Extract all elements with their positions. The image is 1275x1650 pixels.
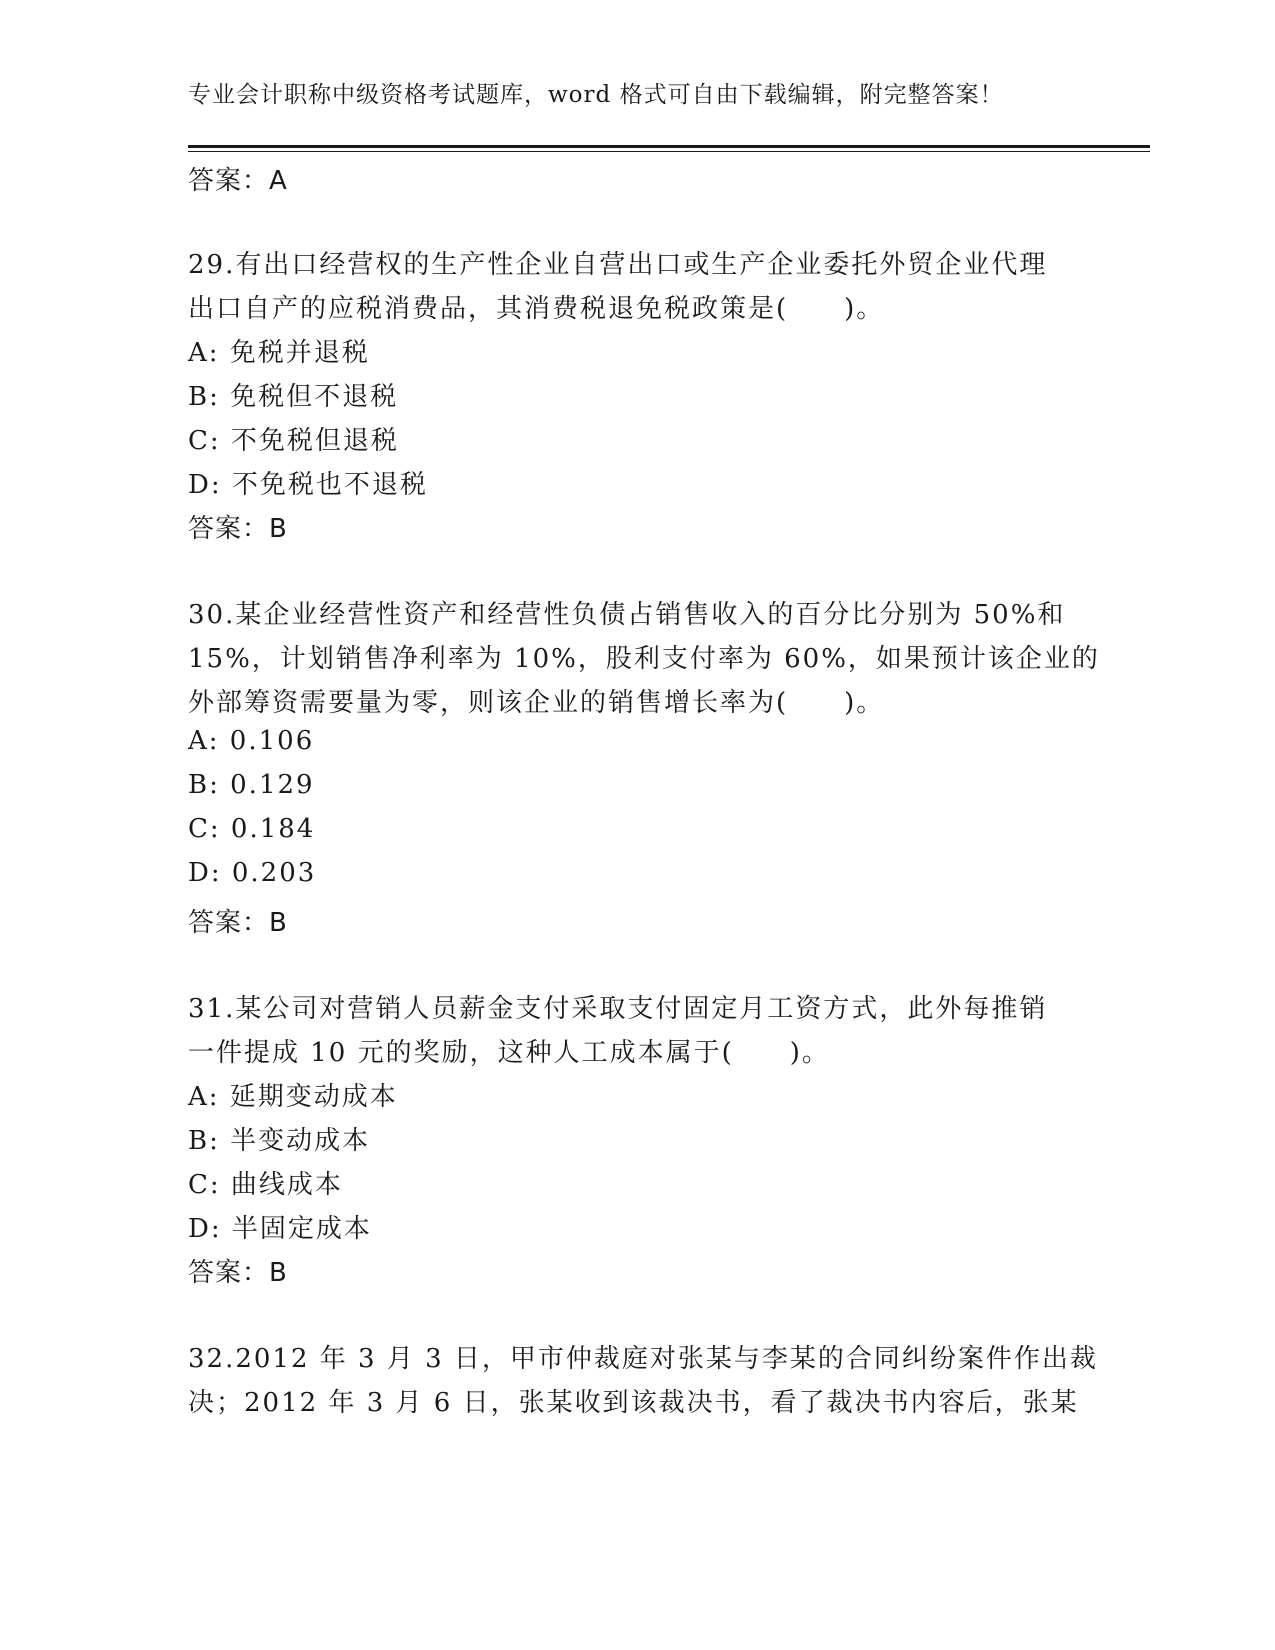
header-rule-thin <box>188 151 1150 152</box>
question-31-option-b: B: 半变动成本 <box>188 1126 371 1156</box>
question-29-answer: 答案：B <box>188 514 288 544</box>
question-29-stem-line-2: 出口自产的应税消费品，其消费税退免税政策是( )。 <box>188 294 885 324</box>
question-29-option-b: B: 免税但不退税 <box>188 382 399 412</box>
header-rule-thick <box>188 145 1150 148</box>
question-31-option-c: C: 曲线成本 <box>188 1170 343 1200</box>
question-30-option-a: A: 0.106 <box>188 726 315 756</box>
question-32-stem-line-1: 32.2012 年 3 月 3 日，甲市仲裁庭对张某与李某的合同纠纷案件作出裁 <box>188 1344 1098 1374</box>
question-30-stem-line-3: 外部筹资需要量为零，则该企业的销售增长率为( )。 <box>188 688 885 718</box>
page-header: 专业会计职称中级资格考试题库，word 格式可自由下载编辑，附完整答案！ <box>188 82 1004 108</box>
question-30-option-c: C: 0.184 <box>188 814 316 844</box>
question-31-stem-line-1: 31.某公司对营销人员薪金支付采取支付固定月工资方式，此外每推销 <box>188 994 1048 1024</box>
question-29-option-c: C: 不免税但退税 <box>188 426 399 456</box>
question-30-stem-line-1: 30.某企业经营性资产和经营性负债占销售收入的百分比分别为 50%和 <box>188 600 1066 630</box>
question-31-option-d: D: 半固定成本 <box>188 1214 372 1244</box>
question-29-option-a: A: 免税并退税 <box>188 338 370 368</box>
question-29-stem-line-1: 29.有出口经营权的生产性企业自营出口或生产企业委托外贸企业代理 <box>188 250 1048 280</box>
question-31-answer: 答案：B <box>188 1258 288 1288</box>
question-30-option-d: D: 0.203 <box>188 858 317 888</box>
question-31-option-a: A: 延期变动成本 <box>188 1082 398 1112</box>
question-30-stem-line-2: 15%，计划销售净利率为 10%，股利支付率为 60%，如果预计该企业的 <box>188 644 1100 674</box>
question-30-option-b: B: 0.129 <box>188 770 315 800</box>
question-29-option-d: D: 不免税也不退税 <box>188 470 428 500</box>
question-32-stem-line-2: 决；2012 年 3 月 6 日，张某收到该裁决书，看了裁决书内容后，张某 <box>188 1388 1079 1418</box>
answer-prev: 答案：A <box>188 166 288 196</box>
question-31-stem-line-2: 一件提成 10 元的奖励，这种人工成本属于( )。 <box>188 1038 830 1068</box>
question-30-answer: 答案：B <box>188 908 288 938</box>
